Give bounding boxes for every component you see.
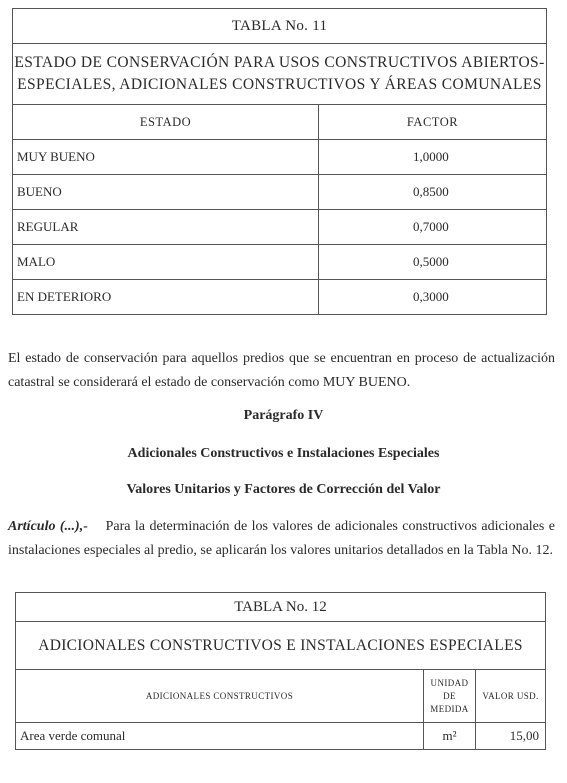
unit-header-line2: DE (443, 690, 456, 701)
table-12-subtitle: ADICIONALES CONSTRUCTIVOS E INSTALACIONES ESPECIALES (16, 622, 546, 670)
factor-cell: 0,5000 (319, 245, 547, 280)
table-11 (12, 8, 547, 315)
factor-cell: 0,3000 (319, 280, 547, 315)
column-header-valor: VALOR USD. (476, 670, 546, 723)
heading-adicionales: Adicionales Constructivos e Instalaciones Especiales (127, 446, 440, 461)
unit-header-line1: UNIDAD (430, 677, 469, 688)
paragraph-conservacion: El estado de conservación para aquellos predios que se encuentran en proceso de actualización catastral se considerará el estado de conservación como MUY BUENO. (8, 351, 555, 390)
unit-header-line3: MEDIDA (430, 703, 469, 714)
factor-cell: 0,7000 (319, 210, 547, 245)
estado-cell: MALO (13, 245, 319, 280)
table-11-subtitle-line1: ESTADO DE CONSERVACIÓN PARA USOS CONSTRUCTIVOS ABIERTOS- (14, 54, 545, 71)
paragraph-articulo (8, 515, 555, 563)
column-header-unidad (424, 670, 476, 723)
table-row (13, 210, 547, 245)
estado-cell: REGULAR (13, 210, 319, 245)
table-12-title: TABLA No. 12 (16, 593, 546, 622)
heading-paragrafo: Parágrafo IV (243, 408, 324, 423)
unit-cell: m² (424, 723, 476, 750)
table-11-title: TABLA No. 11 (13, 9, 547, 44)
factor-cell: 0,8500 (319, 175, 547, 210)
estado-cell: BUENO (13, 175, 319, 210)
table-12 (15, 592, 546, 750)
column-header-adicionales: ADICIONALES CONSTRUCTIVOS (16, 670, 424, 723)
table-11-subtitle-line2: ESPECIALES, ADICIONALES CONSTRUCTIVOS Y ÁREAS COMUNALES (17, 76, 542, 93)
article-text: Para la determinación de los valores de adicionales constructivos adicionales e instalaciones especiales al predio, se aplicarán los valores unitarios detallados en la Tabla No. 12. (8, 519, 555, 558)
table-row (13, 140, 547, 175)
column-header-factor: FACTOR (319, 105, 547, 140)
estado-cell: EN DETERIORO (13, 280, 319, 315)
article-label: Artículo (...),- (8, 519, 88, 534)
factor-cell: 1,0000 (319, 140, 547, 175)
column-header-estado: ESTADO (13, 105, 319, 140)
table-row (16, 723, 546, 750)
heading-valores: Valores Unitarios y Factores de Corrección del Valor (126, 482, 441, 497)
table-row (13, 175, 547, 210)
table-row (13, 245, 547, 280)
table-11-subtitle (13, 44, 547, 105)
adicional-name-cell: Area verde comunal (16, 723, 424, 750)
estado-cell: MUY BUENO (13, 140, 319, 175)
table-row (13, 280, 547, 315)
value-cell: 15,00 (476, 723, 546, 750)
